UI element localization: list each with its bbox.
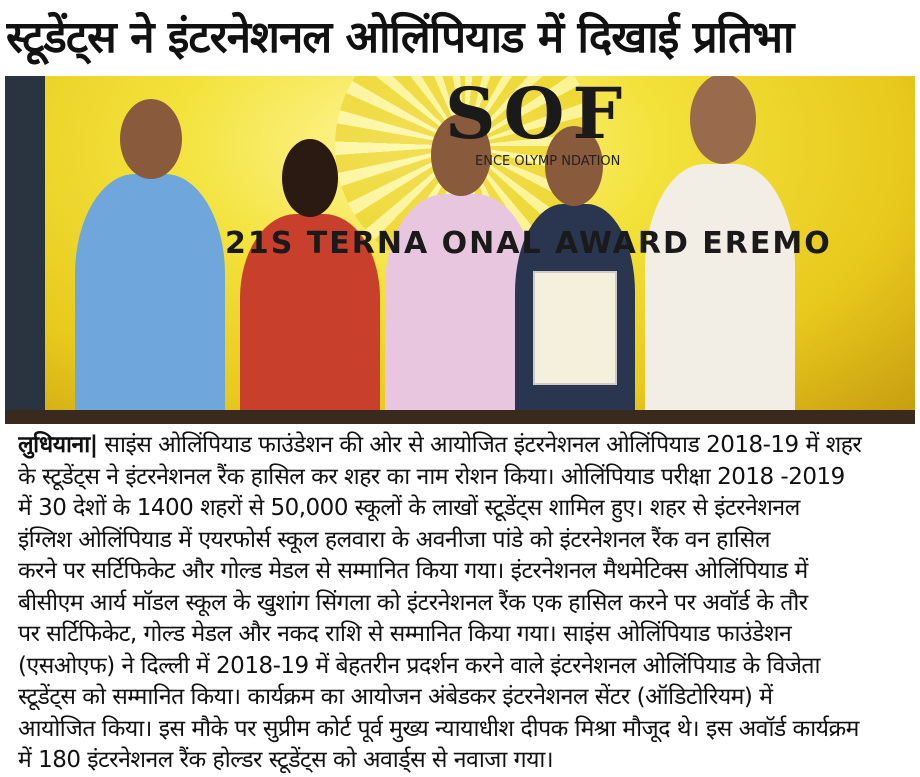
ceremony-banner: 21S TERNA ONAL AWARD EREMO (225, 226, 832, 261)
article-line: बीसीएम आर्य मॉडल स्कूल के खुशांग सिंगला को इंटरनेशनल रैंक एक हासिल करने पर अवॉर्ड के तौर (18, 589, 808, 616)
article-line: पर सर्टिफिकेट, गोल्ड मेडल और नकद राशि से सम्मानित किया गया। साइंस ओलिंपियाड फाउंडेशन (18, 621, 792, 647)
article-text: साइंस ओलिंपियाड फाउंडेशन की ओर से आयोजित इंटरनेशनल ओलिंपियाड 2018-19 में शहर (97, 432, 862, 458)
sof-logo: SOF (445, 76, 631, 155)
article-line: करने पर सर्टिफिकेट और गोल्ड मेडल से सम्मानित किया गया। इंटरनेशनल मैथमेटिक्स ओलिंपियाड में (18, 558, 808, 584)
headline: स्टूडेंट्स ने इंटरनेशनल ओलिंपियाड में दिखाई प्रतिभा (6, 12, 794, 63)
dateline: लुधियाना| (18, 432, 98, 458)
article-line: (एसओएफ) ने दिल्ली में 2018-19 में बेहतरीन प्रदर्शन करने वाले इंटरनेशनल ओलिंपियाड के विजेता (18, 652, 820, 679)
article-line: स्टूडेंट्स को सम्मानित किया। कार्यक्रम का आयोजन अंबेडकर इंटरनेशनल सेंटर (ऑडिटोरियम) में (18, 684, 773, 710)
article-line: में 30 देशों के 1400 शहरों से 50,000 स्कूलों के लाखों स्टूडेंट्स शामिल हुए। शहर से इंटरनेशनल (18, 495, 800, 521)
certificate (533, 271, 617, 385)
article-body (18, 430, 913, 777)
article-line: के स्टूडेंट्स ने इंटरनेशनल रैंक हासिल कर शहर का नाम रोशन किया। ओलिंपियाड परीक्षा 2018 -2019 (18, 463, 845, 490)
person-1 (75, 174, 225, 424)
sof-logo-subtitle: ENCE OLYMP NDATION (475, 154, 621, 169)
photo-background-left (5, 76, 45, 424)
stage-floor (5, 410, 915, 424)
news-photo (5, 76, 915, 424)
article-line: में 180 इंटरनेशनल रैंक होल्डर स्टूडेंट्स को अवार्ड्स से नवाजा गया। (18, 747, 554, 773)
person-5 (645, 164, 795, 424)
article-line (18, 430, 913, 462)
article-line: इंग्लिश ओलिंपियाड में एयरफोर्स स्कूल हलवारा के अवनीजा पांडे को इंटरनेशनल रैंक वन हासिल (18, 526, 770, 553)
article-line: आयोजित किया। इस मौके पर सुप्रीम कोर्ट पूर्व मुख्य न्यायाधीश दीपक मिश्रा मौजूद थे। इस अवॉर्ड कार्यक्रम (18, 715, 859, 742)
